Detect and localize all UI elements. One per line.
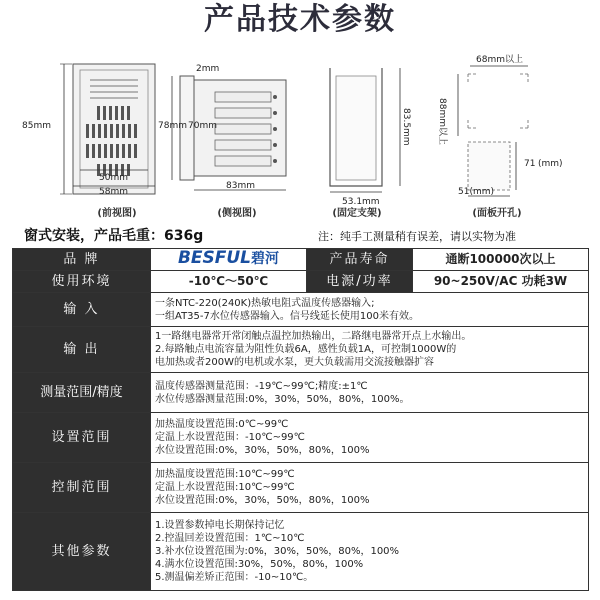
env-label: 使用环境 [13, 271, 151, 293]
bracket-caption: (固定支架) [332, 208, 382, 219]
front-outer-width-label: 58mm [99, 187, 128, 197]
spec-row-brand [13, 249, 589, 271]
control-label: 控制范围 [13, 463, 151, 513]
measure-line: 温度传感器测量范围：-19℃~99℃;精度:±1℃ [155, 380, 368, 392]
dimension-drawings [0, 46, 600, 226]
cutout-hole-width-label: 51(mm) [458, 187, 495, 197]
input-label: 输 入 [13, 293, 151, 327]
output-line: 电加热或者200W的电机或水泵，更大负载需用交流接触器扩容 [155, 357, 434, 368]
control-line: 定温上水设置范围:10℃~99℃ [155, 482, 295, 493]
spec-row-env [13, 271, 589, 293]
control-line: 加热温度设置范围:10℃~99℃ [155, 469, 295, 480]
life-label: 产品寿命 [307, 249, 413, 271]
output-line: 1一路继电器常开常闭触点温控加热输出，二路继电器常开点上水输出。 [155, 331, 472, 342]
spec-row-control [13, 463, 589, 513]
setting-line: 定温上水设置范围：-10℃~99℃ [155, 432, 305, 443]
setting-value [151, 413, 589, 463]
side-view-caption: (侧视图) [217, 208, 257, 219]
power-label: 电源/功率 [307, 271, 413, 293]
other-label: 其他参数 [13, 513, 151, 591]
notes-row [0, 226, 600, 248]
output-line: 2.每路触点电流容量为阻性负载6A，感性负载1A，可控制1000W的 [155, 344, 457, 355]
side-view-drawing [158, 64, 286, 191]
front-inner-width-label: 50mm [99, 173, 128, 183]
cutout-drawing [437, 53, 563, 197]
output-label: 输 出 [13, 327, 151, 373]
input-value [151, 293, 589, 327]
measure-label: 测量范围/精度 [13, 373, 151, 413]
front-view-drawing [22, 64, 155, 197]
other-value [151, 513, 589, 591]
side-top-label: 2mm [196, 64, 220, 74]
setting-label: 设置范围 [13, 413, 151, 463]
env-value: -10℃～50℃ [151, 271, 307, 293]
other-line: 2.控温回差设置范围：1℃~10℃ [155, 533, 305, 544]
bracket-height-label: 83.5mm [401, 108, 411, 146]
spec-row-setting [13, 413, 589, 463]
power-value: 90~250V/AC 功耗3W [413, 271, 589, 293]
spec-row-output [13, 327, 589, 373]
cutout-min-width-label: 68mm以上 [476, 55, 523, 65]
setting-line: 水位设置范围:0%，30%，50%，80%，100% [155, 445, 370, 456]
measure-value [151, 373, 589, 413]
control-value [151, 463, 589, 513]
setting-line: 加热温度设置范围:0℃~99℃ [155, 419, 289, 430]
other-line: 3.补水位设置范围为:0%，30%，50%，80%，100% [155, 546, 400, 557]
cutout-hole-height-label: 71 [524, 159, 536, 169]
spec-row-input [13, 293, 589, 327]
bracket-width-label: 53.1mm [342, 197, 380, 207]
spec-row-other [13, 513, 589, 591]
front-view-caption: (前视图) [97, 208, 137, 219]
bracket-drawing [330, 68, 411, 207]
cutout-min-height-label: 88mm以上 [437, 98, 447, 145]
input-line: 一条NTC-220(240K)热敏电阻式温度传感器输入; [155, 297, 375, 309]
input-line: 一组AT35-7水位传感器输入。信号线延长使用100米有效。 [155, 310, 419, 322]
other-line: 4.满水位设置范围:30%，50%，80%，100% [155, 559, 364, 570]
other-line: 5.测温偏差矫正范围：-10~10℃。 [155, 572, 314, 583]
measure-line: 水位传感器测量范围:0%，30%，50%，80%，100%。 [155, 393, 410, 405]
spec-table [12, 248, 589, 591]
side-depth-label: 83mm [226, 181, 255, 191]
front-height-label: 85mm [22, 121, 51, 131]
output-value [151, 327, 589, 373]
side-inner-height-label: 70mm [188, 121, 217, 131]
control-line: 水位设置范围:0%，30%，50%，80%，100% [155, 495, 370, 506]
brand-label: 品 牌 [13, 249, 151, 271]
disclaimer-note: 注：纯手工测量稍有误差，请以实物为准 [318, 230, 516, 243]
brand-en: BESFUL [177, 248, 252, 268]
side-outer-height-label: 78mm [158, 121, 187, 131]
life-value: 通断100000次以上 [413, 249, 589, 271]
other-line: 1.设置参数掉电长期保持记忆 [155, 520, 285, 531]
page-title: 产品技术参数 [204, 2, 396, 37]
install-weight-note: 窗式安装，产品毛重：636g [24, 228, 204, 244]
brand-logo [151, 249, 307, 271]
spec-row-measure [13, 373, 589, 413]
brand-cn: 碧河 [251, 251, 280, 267]
cutout-caption: (面板开孔) [472, 208, 522, 219]
cutout-hole-height-unit: (mm) [538, 159, 563, 169]
